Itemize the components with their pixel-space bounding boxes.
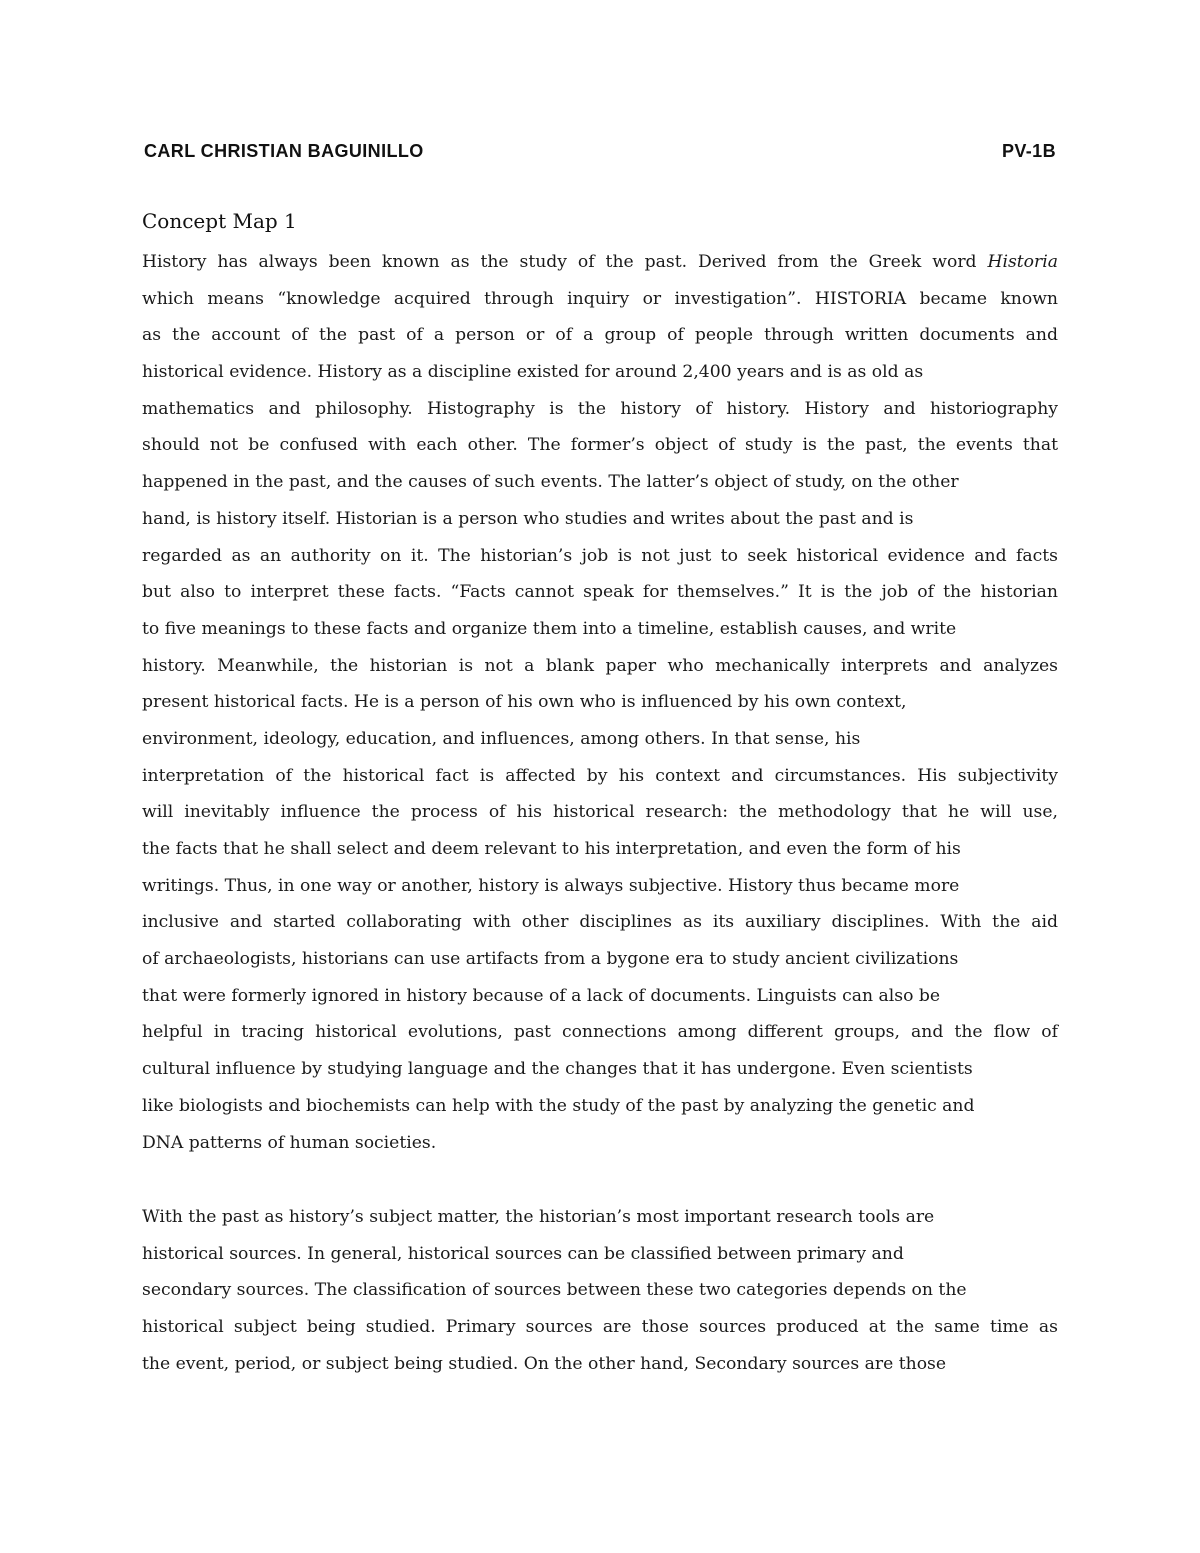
author-name: CARL CHRISTIAN BAGUINILLO <box>144 141 424 161</box>
paragraph-line: historical sources. In general, historical sources can be classified between primary and <box>142 1243 904 1264</box>
paragraph-line: which means “knowledge acquired through inquiry or investigation”. HISTORIA became known <box>142 288 1058 309</box>
paragraph-line: helpful in tracing historical evolutions, past connections among different groups, and the flow of <box>142 1022 1058 1043</box>
paragraph-line: mathematics and philosophy. Histography is the history of history. History and historiography <box>142 398 1058 419</box>
paragraph-line: present historical facts. He is a person of his own who is influenced by his own context, <box>142 692 907 713</box>
paragraph-line: writings. Thus, in one way or another, history is always subjective. History thus became more <box>142 875 960 896</box>
section-code: PV-1B <box>1001 141 1056 161</box>
paragraph-line: but also to interpret these facts. “Facts cannot speak for themselves.” It is the job of the historian <box>142 582 1058 603</box>
line-text: History has always been known as the study of the past. Derived from the Greek word <box>142 252 988 272</box>
paragraph-line: inclusive and started collaborating with other disciplines as its auxiliary disciplines. With the aid <box>142 912 1058 933</box>
paragraph-line: that were formerly ignored in history because of a lack of documents. Linguists can also be <box>142 985 941 1006</box>
paragraph-line: regarded as an authority on it. The historian’s job is not just to seek historical evidence and facts <box>142 545 1058 566</box>
paragraph-line: DNA patterns of human societies. <box>142 1132 437 1153</box>
paragraph-line: the event, period, or subject being studied. On the other hand, Secondary sources are those <box>142 1353 947 1374</box>
italic-term: Historia <box>987 252 1058 272</box>
paragraph-line: should not be confused with each other. The former’s object of study is the past, the events that <box>142 435 1058 456</box>
paragraph-line: historical subject being studied. Primary sources are those sources produced at the same time as <box>142 1317 1058 1338</box>
paragraph-line: cultural influence by studying language and the changes that it has undergone. Even scientists <box>142 1059 973 1080</box>
document-header <box>144 141 1056 171</box>
paragraph-line: of archaeologists, historians can use artifacts from a bygone era to study ancient civilizations <box>142 949 959 970</box>
paragraph-line: secondary sources. The classification of sources between these two categories depends on the <box>142 1280 967 1301</box>
paragraph-line: as the account of the past of a person or of a group of people through written documents and <box>142 325 1058 346</box>
page-title: Concept Map 1 <box>142 209 297 233</box>
paragraph-line: will inevitably influence the process of his historical research: the methodology that he will use, <box>142 802 1058 823</box>
paragraph-2 <box>142 1199 1058 1382</box>
paragraph-line: to five meanings to these facts and organize them into a timeline, establish causes, and write <box>142 618 957 639</box>
paragraph-line: environment, ideology, education, and influences, among others. In that sense, his <box>142 728 861 749</box>
paragraph-line: the facts that he shall select and deem relevant to his interpretation, and even the form of his <box>142 839 961 859</box>
paragraph-line: interpretation of the historical fact is affected by his context and circumstances. His subjectivity <box>142 765 1058 786</box>
paragraph-line: like biologists and biochemists can help with the study of the past by analyzing the genetic and <box>142 1095 975 1116</box>
paragraph-line: hand, is history itself. Historian is a person who studies and writes about the past and is <box>142 508 914 529</box>
paragraph-line: With the past as history’s subject matter, the historian’s most important research tools are <box>142 1207 935 1227</box>
paragraph-line: history. Meanwhile, the historian is not a blank paper who mechanically interprets and analyzes <box>142 655 1058 676</box>
paragraph-1 <box>142 244 1058 1161</box>
paragraph-line: happened in the past, and the causes of such events. The latter’s object of study, on the other <box>142 472 959 493</box>
paragraph-line <box>142 244 1058 281</box>
paragraph-line: historical evidence. History as a discipline existed for around 2,400 years and is as old as <box>142 362 924 383</box>
